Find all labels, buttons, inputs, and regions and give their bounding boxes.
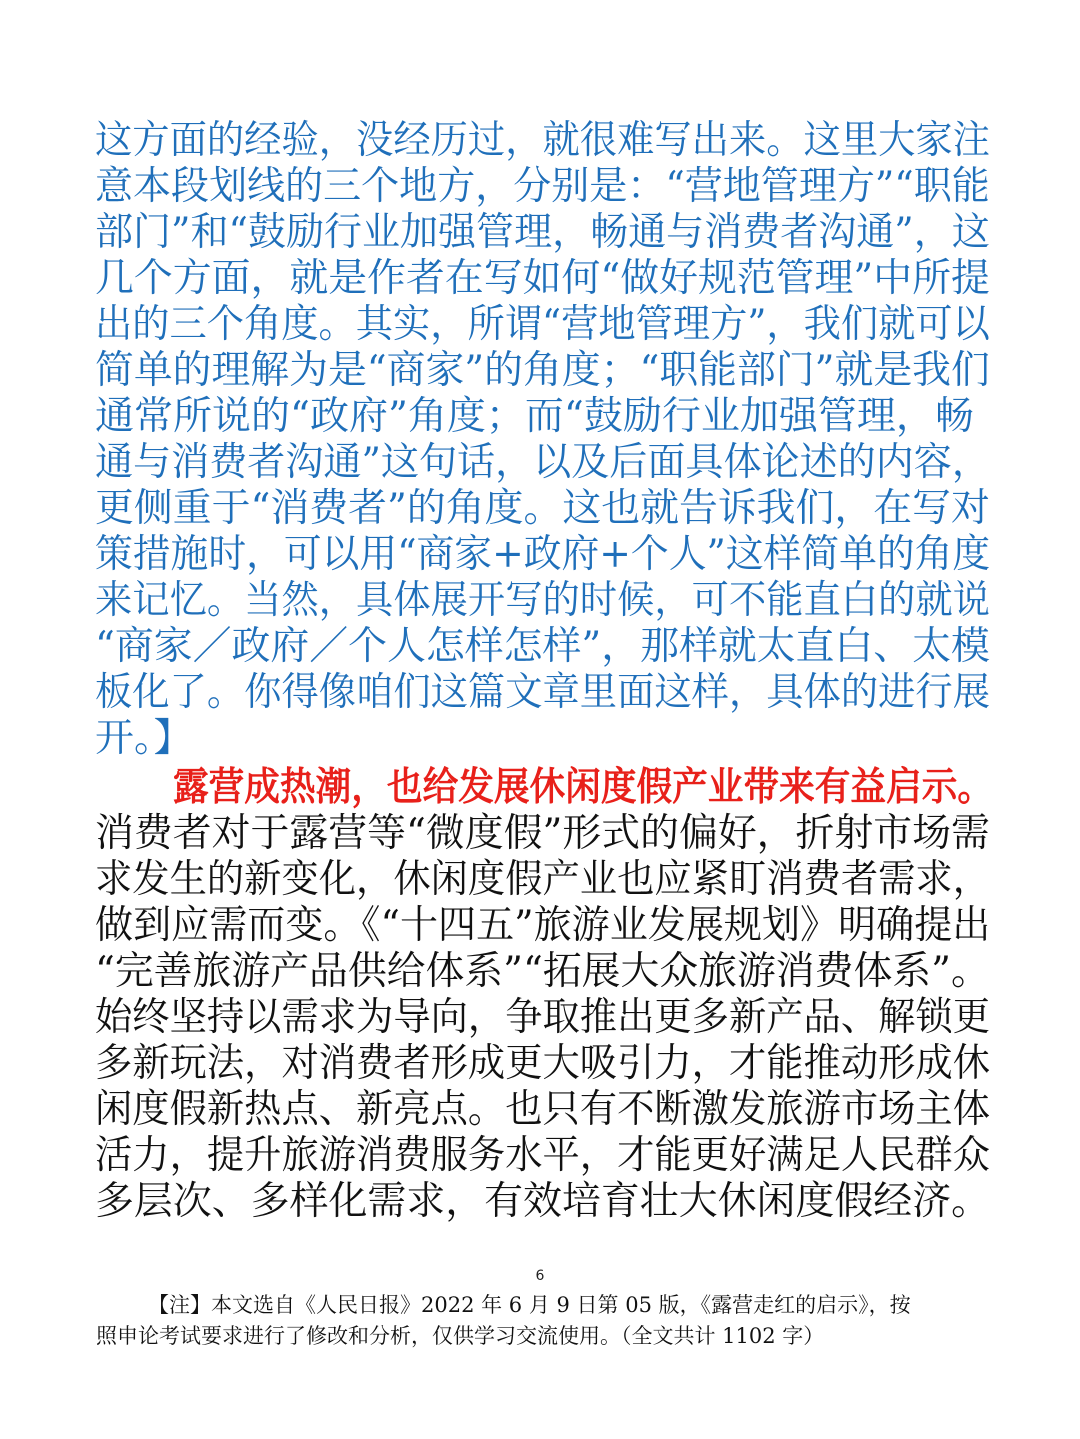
commentary-line: “商家／政府／个人怎样怎样”，那样就太直白、太模 (95, 624, 990, 669)
footnote-line: 照申论考试要求进行了修改和分析，仅供学习交流使用。（全文共计 1102 字） (96, 1324, 825, 1348)
commentary-line: 简单的理解为是“商家”的角度；“职能部门”就是我们 (95, 348, 990, 393)
commentary-line: 更侧重于“消费者”的角度。这也就告诉我们，在写对 (95, 486, 990, 531)
commentary-line: 意本段划线的三个地方，分别是：“营地管理方”“职能 (95, 164, 990, 209)
commentary-line: 板化了。你得像咱们这篇文章里面这样，具体的进行展 (95, 670, 991, 715)
body-line: 多层次、多样化需求，有效培育壮大休闲度假经济。 (95, 1179, 991, 1224)
commentary-line: 出的三个角度。其实，所谓“营地管理方”，我们就可以 (95, 302, 990, 347)
body-line: 做到应需而变。《“十四五”旅游业发展规划》明确提出 (95, 903, 991, 948)
commentary-line: 策措施时，可以用“商家+政府+个人”这样简单的角度 (95, 532, 991, 577)
body-line: “完善旅游产品供给体系”“拓展大众旅游消费体系”。 (95, 949, 990, 994)
body-line: 多新玩法，对消费者形成更大吸引力，才能推动形成休 (95, 1041, 991, 1086)
body-line: 始终坚持以需求为导向，争取推出更多新产品、解锁更 (95, 995, 991, 1040)
commentary-line: 部门”和“鼓励行业加强管理，畅通与消费者沟通”，这 (95, 210, 990, 255)
commentary-line: 几个方面，就是作者在写如何“做好规范管理”中所提 (95, 256, 990, 301)
commentary-line: 来记忆。当然，具体展开写的时候，可不能直白的就说 (95, 578, 991, 623)
body-line: 闲度假新热点、新亮点。也只有不断激发旅游市场主体 (95, 1087, 991, 1132)
page-number: 6 (535, 1268, 545, 1284)
commentary-line: 通与消费者沟通”这句话，以及后面具体论述的内容， (95, 440, 990, 485)
body-line: 求发生的新变化，休闲度假产业也应紧盯消费者需求， (95, 857, 991, 902)
commentary-line: 这方面的经验，没经历过，就很难写出来。这里大家注 (95, 118, 991, 163)
footnote-line: 【注】本文选自《人民日报》2022 年 6 月 9 日第 05 版，《露营走红的启示》，按 (148, 1293, 911, 1317)
commentary-line: 通常所说的“政府”角度；而“鼓励行业加强管理，畅 (95, 394, 974, 439)
body-line: 活力，提升旅游消费服务水平，才能更好满足人民群众 (95, 1133, 991, 1178)
commentary-line: 开。】 (95, 716, 193, 761)
section-heading: 露营成热潮，也给发展休闲度假产业带来有益启示。 (173, 764, 994, 810)
body-line: 消费者对于露营等“微度假”形式的偏好，折射市场需 (95, 811, 990, 856)
